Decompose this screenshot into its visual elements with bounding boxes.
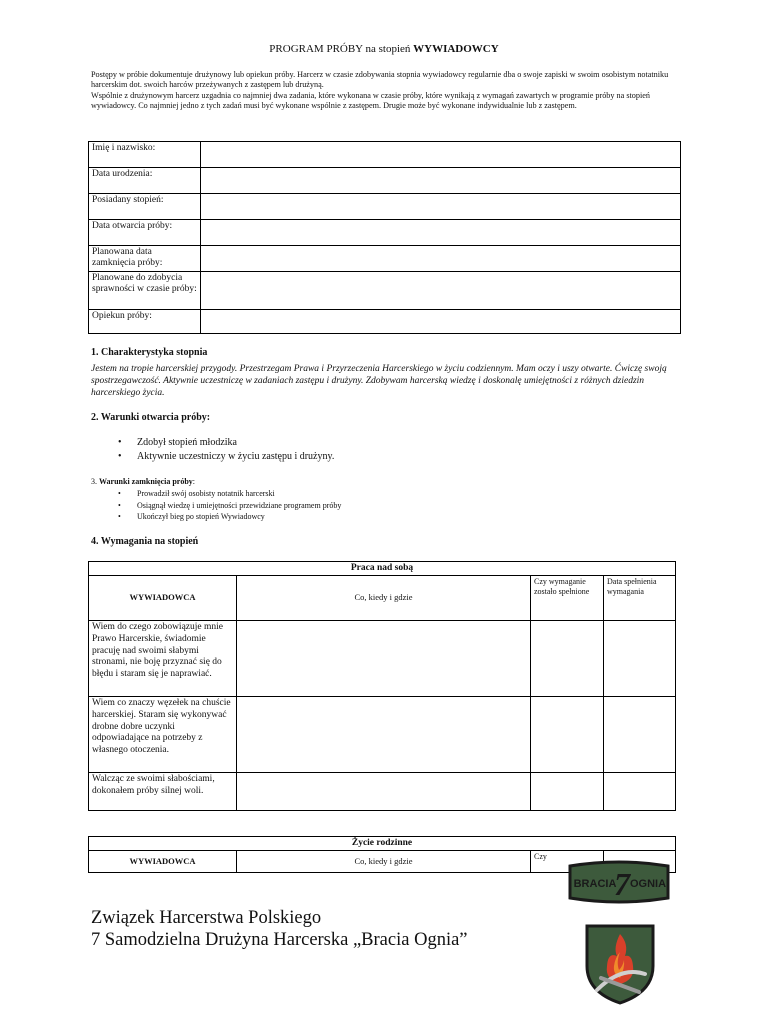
list-item: • Zdobył stopień młodzika: [118, 436, 334, 450]
column-header-date: Data spełnienia wymagania: [604, 576, 676, 621]
intro-text: [91, 70, 681, 111]
intro-paragraph: Wspólnie z drużynowym harcerz uzgadnia co najmniej dwa zadania, które wykonana w czasie próby, które wynikają z wymagań zawartych w programie próby na stopień wywiadowcy. Co najmniej jedno z tych zadań musi być wykonane wspólnie z zastępem. Drugie może być wykonane indywidualnie lub z zastępem.: [91, 90, 650, 110]
list-item: • Aktywnie uczestniczy w życiu zastępu i drużyny.: [118, 450, 334, 464]
info-label: Posiadany stopień:: [89, 194, 201, 220]
list-item: • Osiągnął wiedzę i umiejętności przewidziane programem próby: [118, 500, 341, 512]
section3-colon: :: [192, 477, 196, 486]
closing-conditions-list: [118, 488, 341, 523]
organization-name: Związek Harcerstwa Polskiego: [91, 908, 322, 928]
info-label: Opiekun próby:: [89, 310, 201, 334]
done-field[interactable]: [531, 621, 604, 697]
what-field[interactable]: [237, 621, 531, 697]
column-header-rank: WYWIADOWCA: [89, 851, 237, 873]
info-label: Data otwarcia próby:: [89, 220, 201, 246]
what-field[interactable]: [237, 697, 531, 773]
troop-shield-emblem: [583, 922, 657, 1006]
info-label: Data urodzenia:: [89, 168, 201, 194]
requirement-text: Wiem do czego zobowiązuje mnie Prawo Harcerskie, świadomie pracuję nad swoimi słabymi stronami, nie boję przyznać się do błędu i staram się je naprawiać.: [89, 621, 237, 697]
intro-paragraph: Postępy w próbie dokumentuje drużynowy lub opiekun próby. Harcerz w czasie zdobywania stopnia wywiadowcy regularnie dba o swoje zapiski w swoim osobistym notatniku harcerskim dot. swoich harców przeżywanych z zastępem lub drużyną.: [91, 70, 669, 90]
column-header-what: Co, kiedy i gdzie: [237, 851, 531, 873]
table-title: Praca nad sobą: [89, 562, 676, 576]
opening-conditions-list: [118, 436, 334, 464]
troop-name: 7 Samodzielna Drużyna Harcerska „Bracia Ognia”: [91, 930, 468, 950]
info-value-field[interactable]: [201, 194, 681, 220]
section1-text: Jestem na tropie harcerskiej przygody. Przestrzegam Prawa i Przyrzeczenia Harcerskiego w życiu codziennym. Mam oczy i uszy otwarte. Ćwiczę swoją spostrzegawczość. Aktywnie uczestniczę w zadaniach zastępu i drużyny. Zdobywam harcerską wiedzę i doskonalę umiejętności z różnych dziedzin harcerskiego życia.: [91, 364, 667, 398]
column-header-what: Co, kiedy i gdzie: [237, 576, 531, 621]
info-value-field[interactable]: [201, 272, 681, 310]
table-title: Życie rodzinne: [89, 837, 676, 851]
title-prefix: PROGRAM PRÓBY na stopień: [269, 43, 411, 55]
candidate-info-table: [88, 141, 681, 334]
list-item: • Prowadził swój osobisty notatnik harcerski: [118, 488, 341, 500]
badge-text-right: OGNIA: [629, 878, 667, 890]
section3-title: Warunki zamknięcia próby: [99, 477, 193, 486]
section3-heading: [91, 477, 195, 486]
info-value-field[interactable]: [201, 220, 681, 246]
date-field[interactable]: [604, 697, 676, 773]
page-title: [0, 43, 768, 55]
info-label: Planowana data zamknięcia próby:: [89, 246, 201, 272]
info-label: Imię i nazwisko:: [89, 142, 201, 168]
section4-heading: 4. Wymagania na stopień: [91, 536, 199, 547]
section2-heading: 2. Warunki otwarcia próby:: [91, 412, 211, 423]
date-field[interactable]: [604, 773, 676, 811]
badge-number: 7: [614, 866, 630, 902]
requirement-text: Wiem co znaczy węzełek na chuście harcerskiej. Staram się wykonywać drobne dobre uczynki odpowiadające na potrzeby z własnego otoczenia.: [89, 697, 237, 773]
info-value-field[interactable]: [201, 142, 681, 168]
what-field[interactable]: [237, 773, 531, 811]
info-value-field[interactable]: [201, 310, 681, 334]
info-value-field[interactable]: [201, 168, 681, 194]
list-item: • Ukończył bieg po stopień Wywiadowcy: [118, 511, 341, 523]
troop-badge-logo: [567, 859, 671, 907]
info-value-field[interactable]: [201, 246, 681, 272]
badge-text-left: BRACIA: [573, 878, 617, 890]
section1-heading: 1. Charakterystyka stopnia: [91, 347, 208, 358]
done-field[interactable]: [531, 773, 604, 811]
column-header-done: Czy: [531, 851, 604, 873]
organization-footer: [91, 907, 468, 951]
column-header-rank: WYWIADOWCA: [89, 576, 237, 621]
date-field[interactable]: [604, 621, 676, 697]
requirements-table-self-work: [88, 561, 676, 811]
done-field[interactable]: [531, 697, 604, 773]
title-rank: WYWIADOWCY: [413, 43, 499, 55]
requirement-text: Walcząc ze swoimi słabościami, dokonałem próby silnej woli.: [89, 773, 237, 811]
column-header-done: Czy wymaganie zostało spełnione: [531, 576, 604, 621]
section3-number: 3.: [91, 477, 97, 486]
info-label: Planowane do zdobycia sprawności w czasie próby:: [89, 272, 201, 310]
